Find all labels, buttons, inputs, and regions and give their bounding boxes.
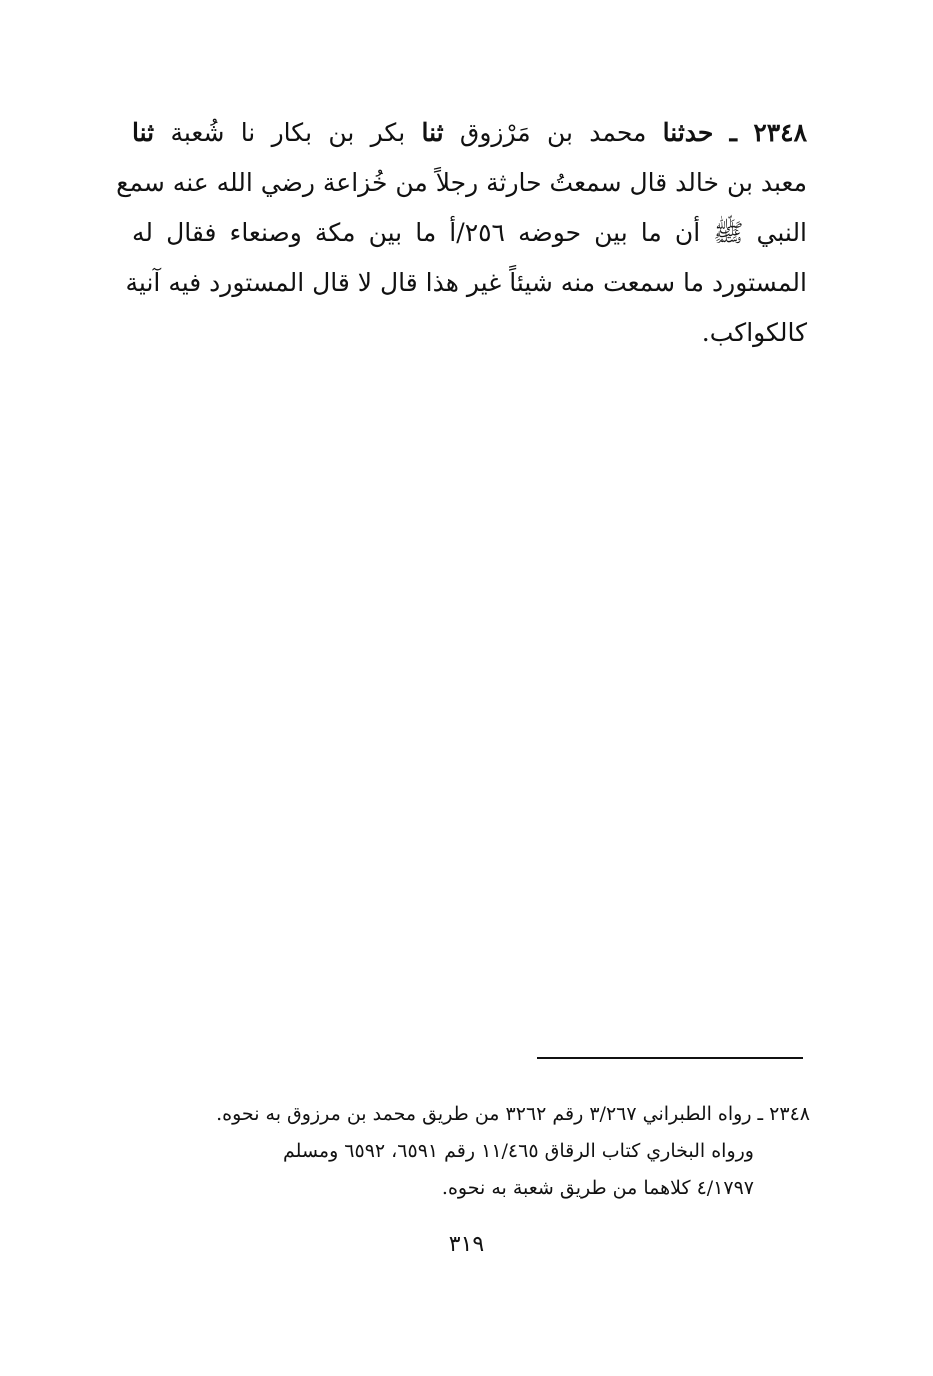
hadith-line-3: النبي ﷺ أن ما بين حوضه ٢٥٦/أ ما بين مكة وصنعاء فقال له [132, 218, 808, 247]
hadith-line-2: معبد بن خالد قال سمعتُ حارثة رجلاً من خُزاعة رضي الله عنه سمع [116, 168, 807, 197]
hadith-line-1 [132, 108, 807, 158]
page-number: ٣١٩ [448, 1232, 485, 1257]
thana-word-2: ثنا [132, 118, 155, 147]
narrator-1: محمد بن مَرْزوق [459, 118, 647, 147]
footnote-divider [537, 1057, 803, 1059]
footnote-line-3: ٤/١٧٩٧ كلاهما من طريق شعبة به نحوه. [441, 1177, 754, 1199]
footnote [138, 1096, 810, 1207]
hadith-line-5: كالكواكب. [701, 318, 807, 347]
hadith-text [116, 108, 808, 358]
thana-word-1: ثنا [421, 118, 444, 147]
haddathana-word: حدثنا [662, 118, 714, 147]
hadith-number: ٢٣٤٨ [753, 118, 808, 147]
footnote-line-1: ٢٣٤٨ ـ رواه الطبراني ٣/٢٦٧ رقم ٣٢٦٢ من طريق محمد بن مرزوق به نحوه. [216, 1103, 810, 1125]
narrator-2: بكر بن بكار نا شُعبة [170, 118, 406, 147]
footnote-line-2: ورواه البخاري كتاب الرقاق ١١/٤٦٥ رقم ٦٥٩١، ٦٥٩٢ ومسلم [283, 1140, 754, 1162]
hadith-dash: ـ [729, 118, 737, 147]
hadith-line-4: المستورد ما سمعت منه شيئاً غير هذا قال لا قال المستورد فيه آنية [125, 268, 807, 297]
